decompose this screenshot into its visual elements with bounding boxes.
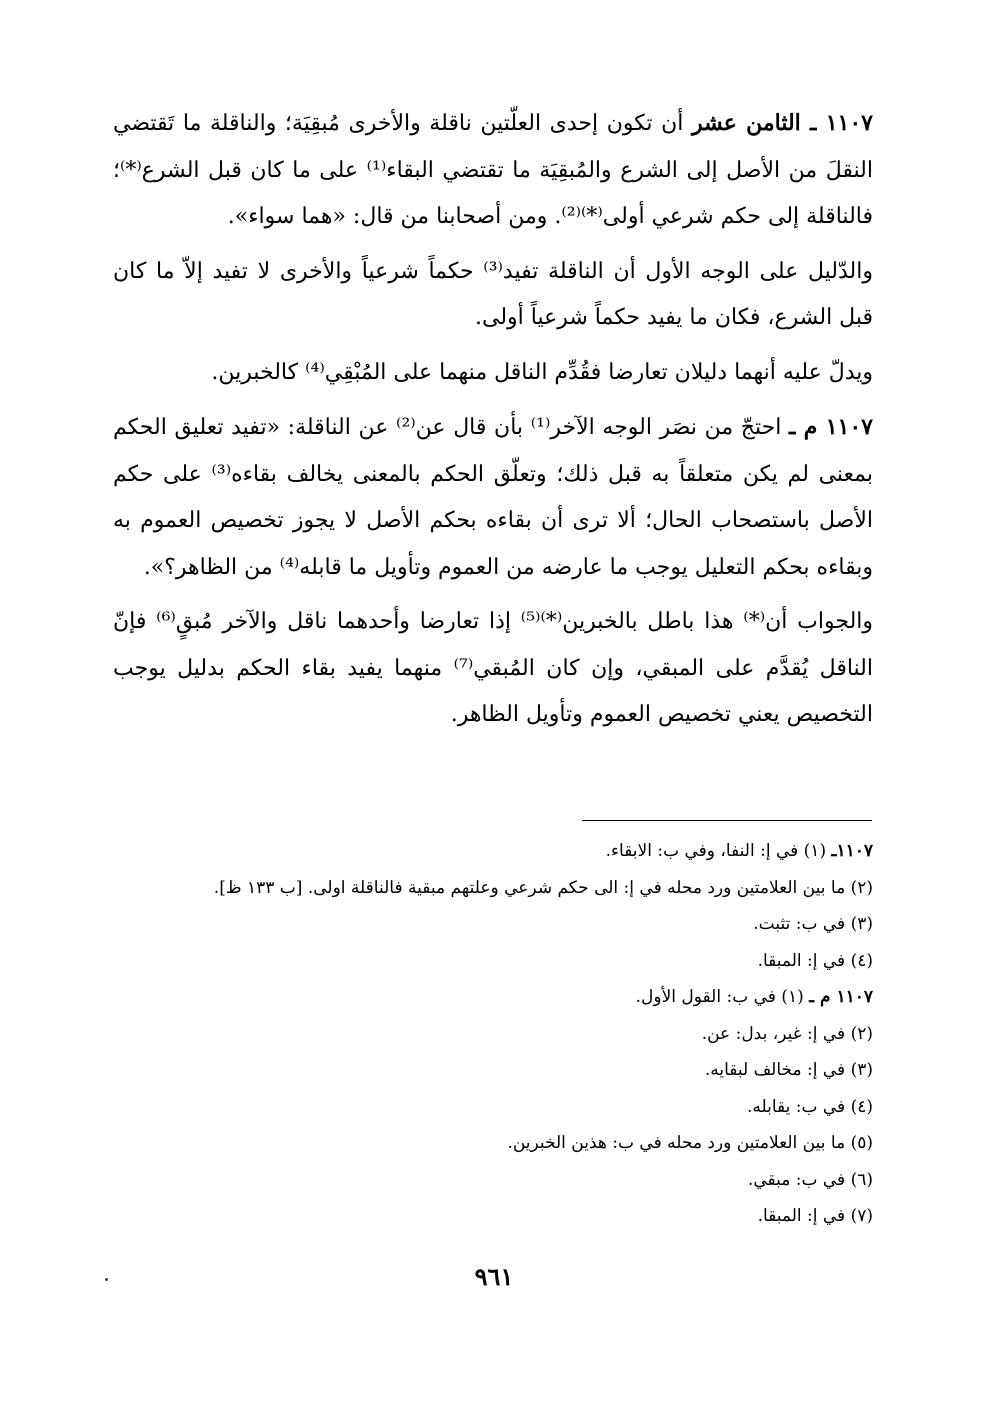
footnote-5-text: (١) في ب: القول الأول. <box>635 987 804 1007</box>
paragraph-2 <box>113 249 873 342</box>
footnote-8 <box>93 1089 873 1126</box>
footnote-separator <box>582 820 872 821</box>
paragraph-3-text: ويدلّ عليه أنهما دليلان تعارضا فقُدِّم الناقل منهما على المُبْقِي⁽⁴⁾ كالخبرين. <box>211 359 873 385</box>
footnote-3-text: (٣) في ب: تثبت. <box>753 914 873 934</box>
footnote-7 <box>93 1052 873 1089</box>
footnote-10 <box>93 1162 873 1199</box>
paragraph-1 <box>113 100 873 241</box>
page-number: ٩٦١ <box>474 1262 514 1291</box>
footnote-7-text: (٣) في إ: مخالف لبقايه. <box>704 1060 873 1080</box>
footnote-6 <box>93 1016 873 1053</box>
footnote-6-text: (٢) في إ: غير، بدل: عن. <box>701 1023 873 1044</box>
paragraph-5-text: والجواب أن⁽*⁾ هذا باطل بالخبرين⁽*⁾⁽⁵⁾ إذا تعارضا وأحدهما ناقل والآخر مُبقٍ⁽⁶⁾ فإنّ الناقل يُقدَّم على المبقي، وإن كان المُبقي⁽⁷⁾ منهما يفيد بقاء الحكم بدليل يوجب التخصيص يعني تخصيص العموم وتأويل الظاهر. <box>113 609 874 727</box>
footnotes <box>93 833 873 1235</box>
footnote-9-text: (٥) ما بين العلامتين ورد محله في ب: هذين الخبرين. <box>507 1133 873 1153</box>
footnote-3 <box>93 906 873 943</box>
footnote-2-text: (٢) ما بين العلامتين ورد محله في إ: الى حكم شرعي وعلتهم مبقية فالناقلة اولى. [ب ١٣٣ ظ]. <box>213 877 873 898</box>
footnote-4-text: (٤) في إ: المبقا. <box>757 950 873 971</box>
footnote-1 <box>93 833 873 870</box>
footnote-5 <box>93 979 873 1016</box>
paragraph-4-text: احتجّ من نصَر الوجه الآخر⁽¹⁾ بأن قال عن⁽²⁾ عن الناقلة: «تفيد تعليق الحكم بمعنى لم يكن متعلقاً به قبل ذلك؛ وتعلّق الحكم بالمعنى يخالف بقاءه⁽³⁾ على حكم الأصل باستصحاب الحال؛ ألا ترى أن بقاءه بحكم الأصل لا يجوز تخصيص العموم به وبقاءه بحكم التعليل يوجب ما عارضه من العموم وتأويل ما قابله⁽⁴⁾ من الظاهر؟». <box>113 415 873 580</box>
footnote-1-lead: ١١٠٧ـ <box>831 841 873 861</box>
footnote-8-text: (٤) في ب: يقابله. <box>746 1096 873 1117</box>
footnote-9 <box>93 1125 873 1162</box>
paragraph-4-lead: ١١٠٧ م ـ <box>789 414 873 440</box>
footnote-2 <box>93 870 873 907</box>
main-text <box>113 100 873 747</box>
footnote-4 <box>93 943 873 980</box>
footnote-10-text: (٦) في ب: مبقي. <box>747 1169 873 1190</box>
paragraph-3 <box>113 350 873 397</box>
paragraph-1-lead: ١١٠٧ ـ الثامن عشر <box>691 110 873 136</box>
footnote-5-lead: ١١٠٧ م ـ <box>809 987 873 1007</box>
paragraph-4 <box>113 404 873 591</box>
footnote-11 <box>93 1198 873 1235</box>
paragraph-1-text: أن تكون إحدى العلّتين ناقلة والأخرى مُبقِيَة؛ والناقلة ما تَقتضي النقلَ من الأصل إلى الشرع والمُبقِيَة ما تقتضي البقاء⁽¹⁾ على ما كان قبل الشرع⁽*⁾؛ فالناقلة إلى حكم شرعي أولى⁽*⁾⁽²⁾. ومن أصحابنا من قال: «هما سواء». <box>113 111 873 229</box>
footnote-11-text: (٧) في إ: المبقا. <box>757 1206 873 1226</box>
paragraph-5 <box>113 599 873 739</box>
footnote-1-text: (١) في إ: النفا، وفي ب: الابقاء. <box>605 841 827 861</box>
paragraph-2-text: والدّليل على الوجه الأول أن الناقلة تفيد⁽³⁾ حكماً شرعياً والأخرى لا تفيد إلاّ ما كان قبل الشرع، فكان ما يفيد حكماً شرعياً أولى. <box>113 258 873 330</box>
scan-speck <box>105 1278 108 1281</box>
